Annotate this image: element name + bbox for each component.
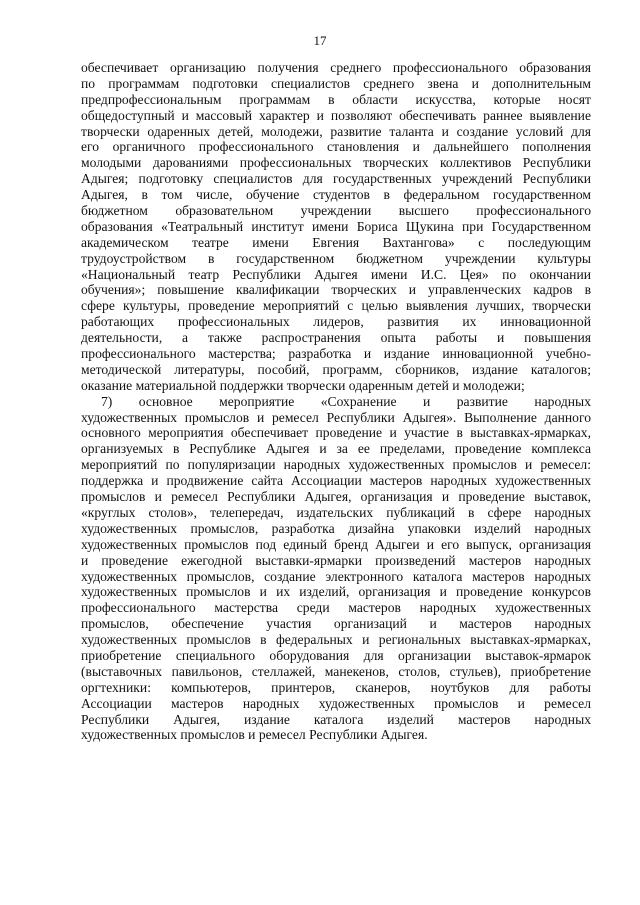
text-line: приобретение специального оборудования для организации выставок-ярмарок — [81, 647, 591, 663]
text-line: работающих профессиональных лидеров, развития их инновационной — [81, 314, 591, 330]
text-line: художественных промыслов, создание электронного каталога мастеров народных — [81, 568, 591, 584]
text-line: бюджетном образовательном учреждении высшего профессионального — [81, 203, 591, 219]
text-line: обучения»; повышение квалификации творческих и управленческих кадров в — [81, 282, 591, 298]
text-line: молодыми дарованиями профессиональных творческих коллективов Республики — [81, 155, 591, 171]
text-line: организуемых в Республике Адыгея и за ее пределами, проведение комплекса — [81, 441, 591, 457]
text-line: поддержка и продвижение сайта Ассоциации мастеров народных художественных — [81, 473, 591, 489]
text-line: Адыгея; подготовку специалистов для государственных учреждений Республики — [81, 171, 591, 187]
text-line: оргтехники: компьютеров, принтеров, сканеров, ноутбуков для работы — [81, 679, 591, 695]
text-line: профессионального мастерства среди мастеров народных художественных — [81, 600, 591, 616]
text-line: 7) основное мероприятие «Сохранение и развитие народных — [101, 393, 591, 409]
text-line: Адыгея, в том числе, обучение студентов в федеральном государственном — [81, 187, 591, 203]
text-line: сфере культуры, проведение мероприятий с целью выявления лучших, творчески — [81, 298, 591, 314]
text-line: его органичного профессионального становления и дальнейшего пополнения — [81, 139, 591, 155]
text-line: творчески одаренных детей, молодежи, развитие таланта и создание условий для — [81, 123, 591, 139]
text-line: академическом театре имени Евгения Вахтангова» с последующим — [81, 234, 591, 250]
text-line: художественных промыслов и ремесел Республики Адыгея». Выполнение данного — [81, 409, 591, 425]
text-line: «круглых столов», телепередач, издательских публикаций в сфере народных — [81, 504, 591, 520]
text-line: профессионального мастерства; разработка и издание инновационной учебно- — [81, 346, 591, 362]
text-line: Ассоциации мастеров народных художественных промыслов и ремесел — [81, 695, 591, 711]
text-line: по программам подготовки специалистов среднего звена и дополнительным — [81, 75, 591, 91]
text-line: основного мероприятия обеспечивает проведение и участие в выставках-ярмарках, — [81, 425, 591, 441]
text-line: и проведение ежегодной выставки-ярмарки произведений мастеров народных — [81, 552, 591, 568]
text-line: методической литературы, пособий, программ, сборников, издание каталогов; — [81, 361, 591, 377]
text-line: деятельности, а также распространения опыта работы и повышения — [81, 330, 591, 346]
text-line: художественных промыслов под единый бренд Адыгеи и его выпуск, организация — [81, 536, 591, 552]
text-line: мероприятий по популяризации народных художественных промыслов и ремесел: — [81, 457, 591, 473]
text-line: трудоустройством в государственном бюджетном учреждении культуры — [81, 250, 591, 266]
text-line: обеспечивает организацию получения среднего профессионального образования — [81, 60, 591, 75]
text-line: художественных промыслов и ремесел Республики Адыгея. — [81, 727, 428, 743]
text-line: (выставочных павильонов, стеллажей, манекенов, столов, стульев), приобретение — [81, 663, 591, 679]
text-line: промыслов и ремесел Республики Адыгея, организация и проведение выставок, — [81, 489, 591, 505]
page-number: 17 — [313, 33, 327, 48]
text-line: художественных промыслов, разработка дизайна упаковки изделий народных — [81, 520, 591, 536]
body-text — [81, 60, 591, 743]
text-line: образования «Театральный институт имени Бориса Щукина при Государственном — [81, 218, 591, 234]
text-line: промыслов, обеспечение участия организаций и мастеров народных — [81, 616, 591, 632]
text-line: художественных промыслов и их изделий, организация и проведение конкурсов — [81, 584, 591, 600]
text-line: общедоступный и массовый характер и позволяют обеспечивать раннее выявление — [81, 107, 591, 123]
text-line: «Национальный театр Республики Адыгея имени И.С. Цея» по окончании — [81, 266, 591, 282]
text-line: предпрофессиональным программам в области искусства, которые носят — [81, 91, 591, 107]
text-line: Республики Адыгея, издание каталога изделий мастеров народных — [81, 711, 591, 727]
text-line: оказание материальной поддержки творчески одаренным детей и молодежи; — [81, 377, 525, 393]
text-line: художественных промыслов в федеральных и региональных выставках-ярмарках, — [81, 632, 591, 648]
